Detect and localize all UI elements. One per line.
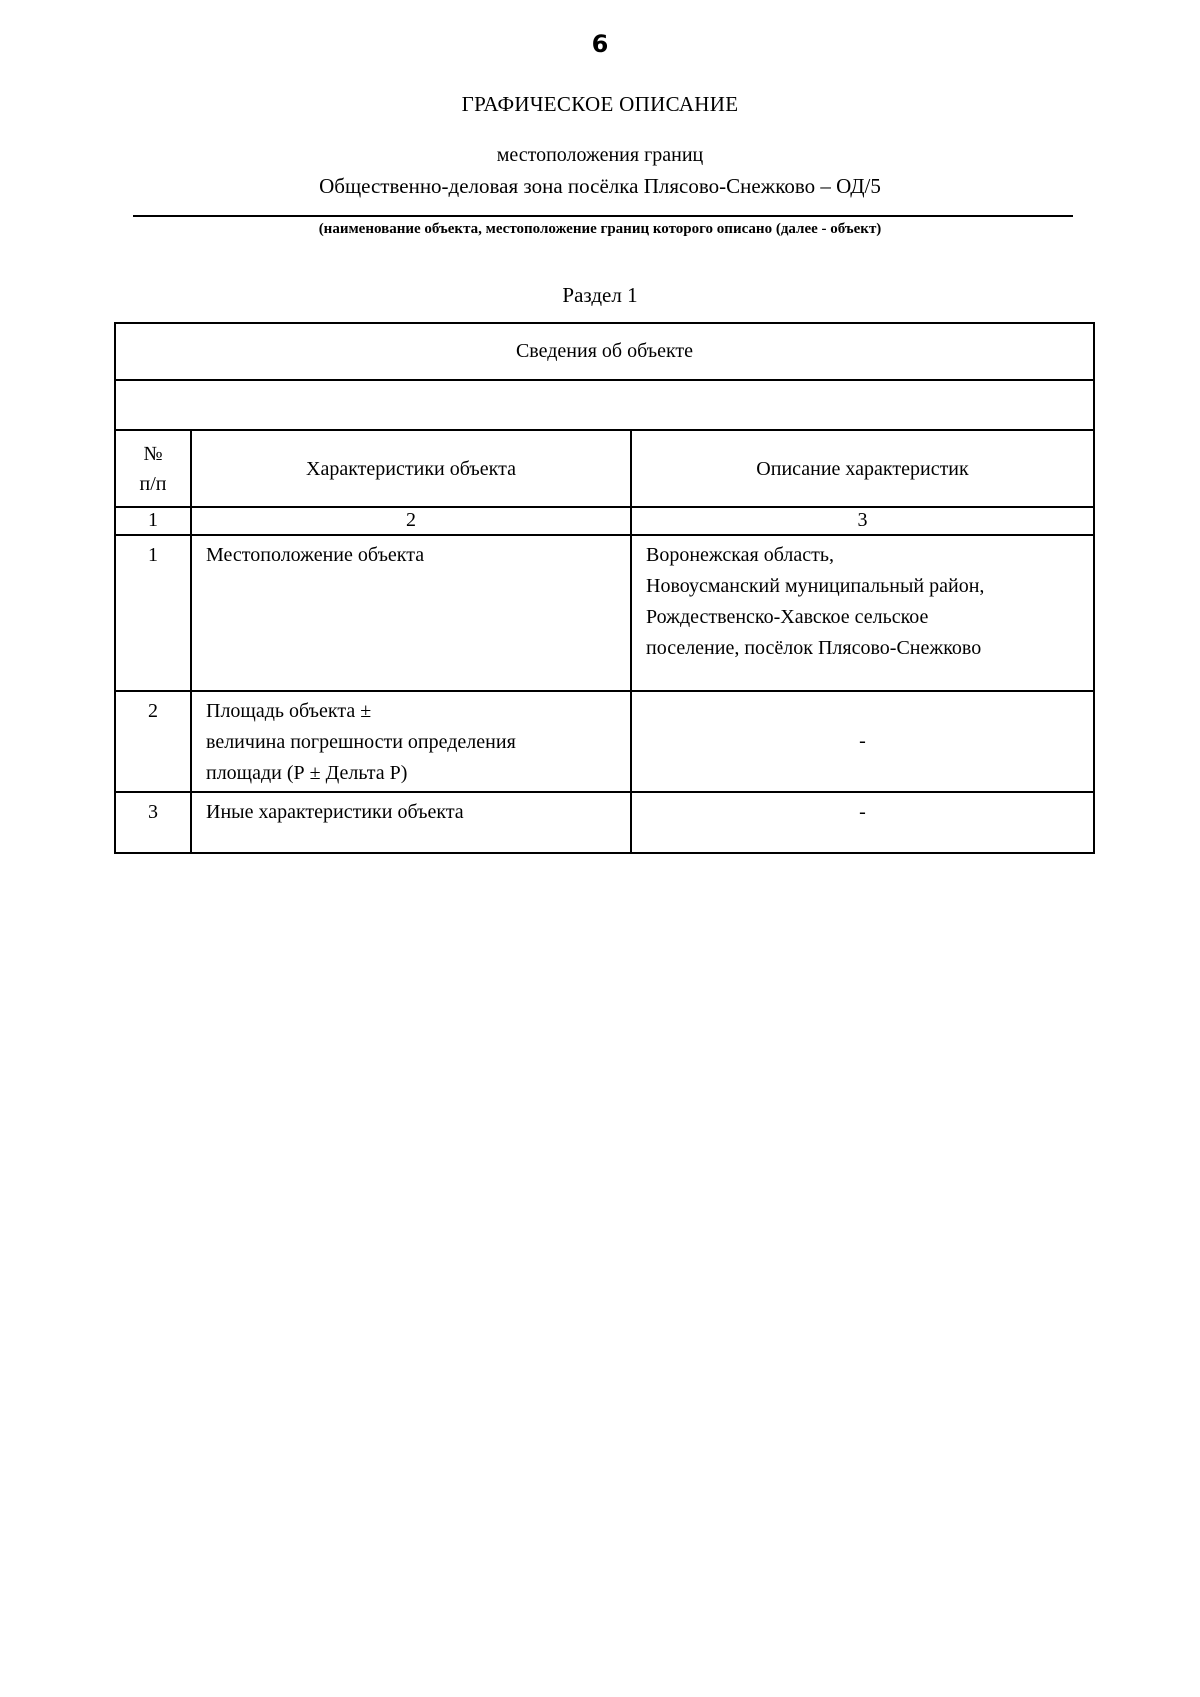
row-description-line: поселение, посёлок Плясово-Снежково [646, 637, 982, 659]
section-label: Раздел 1 [562, 283, 638, 307]
row-characteristic-line: Местоположение объекта [206, 544, 425, 566]
table-empty-row [115, 380, 1094, 430]
row-description-line: Новоусманский муниципальный район, [646, 575, 985, 597]
underline-caption: (наименование объекта, местоположение границ которого описано (далее - объект) [318, 221, 882, 237]
object-info-table [114, 322, 1095, 854]
header-description: Описание характеристик [631, 430, 1094, 507]
row-characteristic-line: Иные характеристики объекта [206, 801, 464, 823]
row-characteristic-line: Площадь объекта ± [206, 700, 372, 722]
table-caption: Сведения об объекте [115, 323, 1094, 380]
row-characteristic-line: величина погрешности определения [206, 731, 516, 753]
page-number: 6 [591, 30, 609, 58]
row-characteristic-line: площади (Р ± Дельта Р) [206, 762, 408, 784]
row-characteristic [191, 691, 631, 792]
row-number: 1 [115, 535, 191, 691]
header-number-line-2: п/п [139, 472, 167, 495]
column-number-2: 2 [191, 507, 631, 535]
row-number: 3 [115, 792, 191, 853]
header-number [115, 430, 191, 507]
row-description [631, 535, 1094, 691]
document-title: ГРАФИЧЕСКОЕ ОПИСАНИЕ [461, 92, 739, 116]
column-number-1: 1 [115, 507, 191, 535]
title-underline [133, 215, 1073, 217]
row-description: - [631, 691, 1094, 792]
row-description: - [631, 792, 1094, 853]
document-subtitle-line-1: местоположения границ [496, 144, 704, 166]
header-number-line-1: № [143, 442, 163, 465]
document-subtitle-line-2: Общественно-деловая зона посёлка Плясово-Снежково – ОД/5 [319, 174, 881, 198]
row-description-line: Воронежская область, [646, 544, 835, 566]
row-description-line: Рождественско-Хавское сельское [646, 606, 929, 628]
row-characteristic [191, 535, 631, 691]
row-characteristic [191, 792, 631, 853]
column-number-3: 3 [631, 507, 1094, 535]
header-characteristics: Характеристики объекта [191, 430, 631, 507]
row-number: 2 [115, 691, 191, 792]
table-row [115, 792, 1094, 853]
table-row [115, 691, 1094, 792]
table-row [115, 535, 1094, 691]
